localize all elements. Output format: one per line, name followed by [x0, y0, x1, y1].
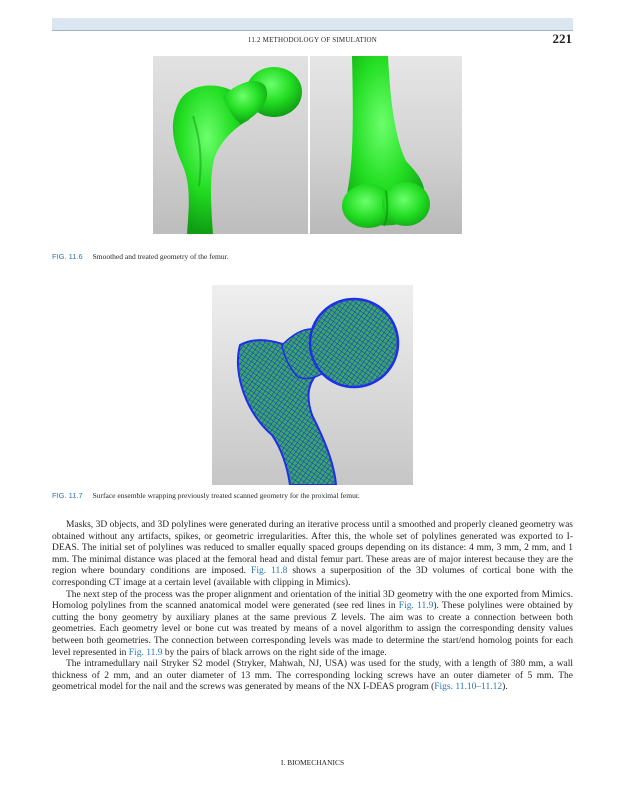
figure-label: FIG. 11.7	[52, 491, 83, 500]
paragraph-2: The next step of the process was the proper alignment and orientation of the initial 3D geometry with the one exported from Mimics. Homolog polylines from the scanned anatomical model were generated (see red lines in Fig. 11.9). These polylines were obtained by cutting the bony geometry by auxiliary planes at the same previous Z levels. The aim was to create a connection between both geometries. Each geometry level or bone cut was treated by means of a novel algorithm to assign the corresponding density values between both geometries. The connection between corresponding levels was made to determine the start/end homolog points for each level represented in Fig. 11.9 by the pairs of black arrows on the right side of the image.	[52, 589, 573, 658]
body-text	[52, 520, 573, 694]
condyle-right	[382, 182, 430, 226]
fig-11-6-proximal-femur-image	[153, 56, 308, 234]
paragraph-3: The intramedullary nail Stryker S2 model (Stryker, Mahwah, NJ, USA) was used for the study, with a length of 380 mm, a wall thickness of 2 mm, and an outer diameter of 13 mm. The corresponding locking screws have an outer diameter of 5 mm. The geometrical model for the nail and the screws was generated by means of the NX I-DEAS program (Figs. 11.10–11.12).	[52, 659, 573, 693]
fig-11-6-distal-femur-image	[310, 56, 462, 234]
figure-caption-11-7	[52, 491, 360, 500]
caption-text: Smoothed and treated geometry of the femur.	[92, 252, 229, 261]
figure-reference-link[interactable]: Fig. 11.9	[398, 601, 434, 612]
figure-caption-11-6	[52, 252, 229, 261]
running-head: 11.2 METHODOLOGY OF SIMULATION	[247, 36, 378, 44]
footer-section-title: I. BIOMECHANICS	[280, 758, 345, 767]
header-rule	[52, 30, 573, 31]
caption-text: Surface ensemble wrapping previously treated scanned geometry for the proximal femur.	[92, 491, 360, 500]
figure-label: FIG. 11.6	[52, 252, 83, 261]
header-band	[52, 18, 573, 30]
paragraph-1: Masks, 3D objects, and 3D polylines were generated during an iterative process until a smoothed and properly cleaned geometry was obtained without any artifacts, spikes, or geometric irregularities. After this, the whole set of polylines generated was exported to I-DEAS. The initial set of polylines was reduced to smaller equally spaced groups depending on its distance: 4 mm, 3 mm, 2 mm, and 1 mm. The minimal distance was placed at the femoral head and distal femur part. These areas are of major interest because they are the region where boundary conditions are imposed. Fig. 11.8 shows a superposition of the 3D volumes of cortical bone with the corresponding CT image at a certain level (available with clipping in Mimics).	[52, 520, 574, 588]
figure-reference-link[interactable]: Figs. 11.10–11.12	[434, 682, 503, 693]
page-number: 221	[552, 31, 572, 46]
figure-reference-link[interactable]: Fig. 11.9	[128, 647, 163, 658]
mesh-femoral-head	[310, 299, 398, 387]
fig-11-7-mesh-femur-image	[212, 285, 413, 485]
figure-reference-link[interactable]: Fig. 11.8	[251, 566, 288, 577]
